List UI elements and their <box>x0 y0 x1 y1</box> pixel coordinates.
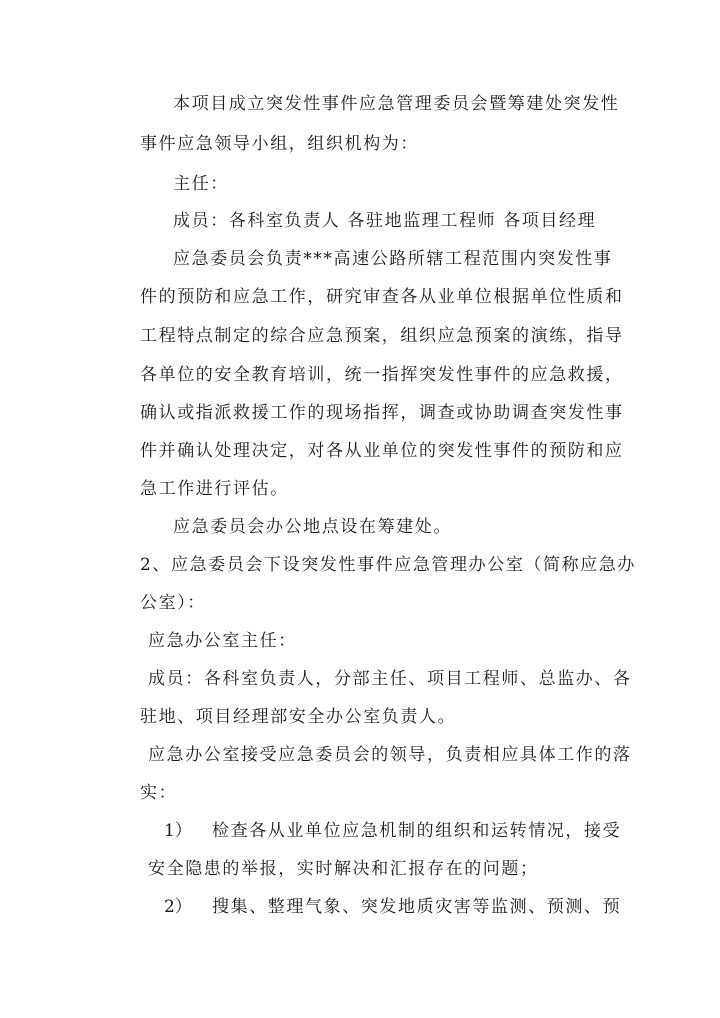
office-director-line: 应急办公室主任： <box>148 631 297 651</box>
item-number-1: 1） <box>164 821 192 841</box>
paragraph-2-line-1: 应急委员会负责***高速公路所辖工程范围内突发性事 <box>173 249 613 269</box>
item-1-line-1: 检查各从业单位应急机制的组织和运转情况，接受 <box>212 821 622 841</box>
paragraph-2-line-3: 工程特点制定的综合应急预案，组织应急预案的演练，指导 <box>140 326 624 346</box>
office-members-line-1: 成员：各科室负责人，分部主任、项目工程师、总监办、各 <box>148 669 632 689</box>
office-location-line: 应急委员会办公地点设在筹建处。 <box>173 517 452 537</box>
paragraph-2-line-6: 件并确认处理决定，对各从业单位的突发性事件的预防和应 <box>140 441 624 461</box>
section-2-line-1: 2、应急委员会下设突发性事件应急管理办公室（简称应急办 <box>140 555 637 575</box>
paragraph-2-line-2: 件的预防和应急工作，研究审查各从业单位根据单位性质和 <box>140 287 624 307</box>
office-members-line-2: 驻地、项目经理部安全办公室负责人。 <box>140 707 457 727</box>
item-number-2: 2） <box>164 897 192 917</box>
office-duty-line-1: 应急办公室接受应急委员会的领导，负责相应具体工作的落 <box>148 745 632 765</box>
paragraph-1-line-1: 本项目成立突发性事件应急管理委员会暨筹建处突发性 <box>173 94 620 114</box>
paragraph-2-line-5: 确认或指派救援工作的现场指挥，调查或协助调查突发性事 <box>140 403 624 423</box>
paragraph-2-line-7: 急工作进行评估。 <box>140 479 289 499</box>
members-line: 成员：各科室负责人 各驻地监理工程师 各项目经理 <box>173 211 597 231</box>
director-line: 主任： <box>173 174 229 194</box>
section-2-line-2: 公室）： <box>140 593 206 613</box>
paragraph-2-line-4: 各单位的安全教育培训，统一指挥突发性事件的应急救援， <box>140 365 624 385</box>
item-1-line-2: 安全隐患的举报，实时解决和汇报存在的问题； <box>148 859 539 879</box>
paragraph-1-line-2: 事件应急领导小组，组织机构为： <box>140 134 419 154</box>
office-duty-line-2: 实： <box>140 783 178 803</box>
item-2-line-1: 搜集、整理气象、突发地质灾害等监测、预测、预 <box>212 897 622 917</box>
